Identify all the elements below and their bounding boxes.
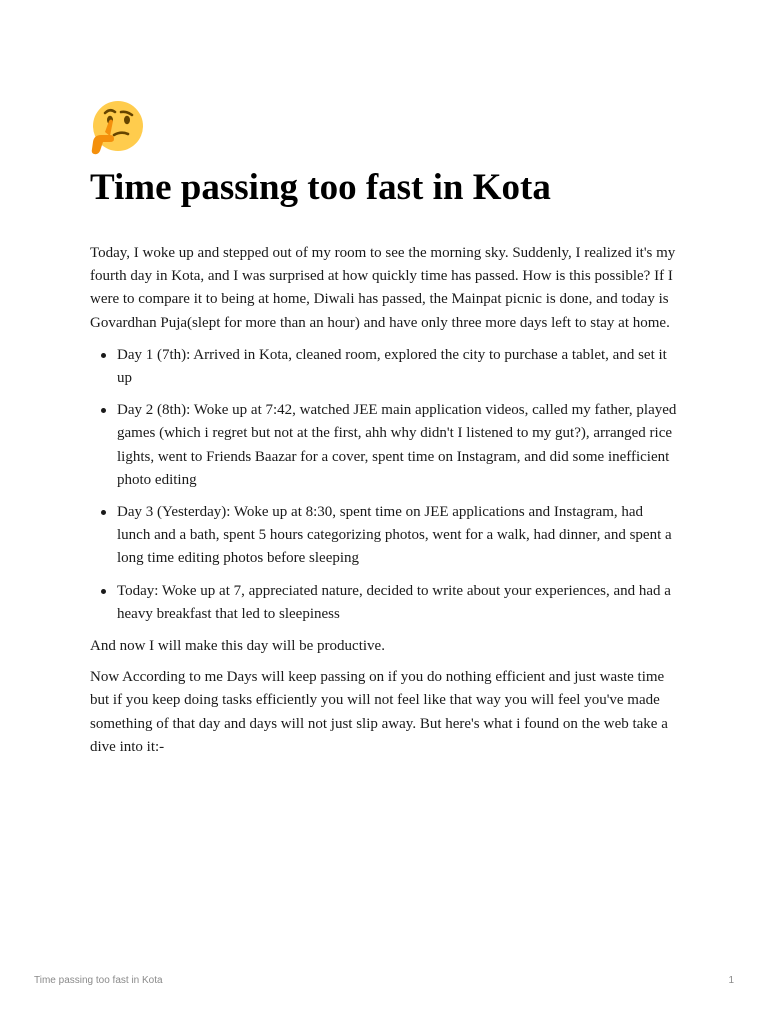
resolution-paragraph: And now I will make this day will be productive.	[90, 638, 385, 655]
bullet	[101, 353, 106, 358]
list-item	[90, 501, 680, 571]
list-item	[90, 399, 680, 492]
list-item-text: Day 2 (8th): Woke up at 7:42, watched JEE main application videos, called my father, played games (which i regret but not at the first, ahh why didn't I listened to my gut?), arranged rice lights, went to Friends Baazar for a cover, spent time on Instagram, and did some inefficient photo editing	[117, 402, 677, 488]
list-item-text: Today: Woke up at 7, appreciated nature, decided to write about your experiences, and had a heavy breakfast that led to sleepiness	[117, 582, 671, 622]
document-body	[90, 242, 680, 759]
day-list	[90, 344, 680, 626]
list-item-text: Day 1 (7th): Arrived in Kota, cleaned room, explored the city to purchase a tablet, and set it up	[117, 346, 667, 387]
intro-paragraph: Today, I woke up and stepped out of my room to see the morning sky. Suddenly, I realized it's my fourth day in Kota, and I was surprised at how quickly time has passed. How is this possible? If I were to compare it to being at home, Diwali has passed, the Mainpat picnic is done, and today is Govardhan Puja(slept for more than an hour) and have only three more days left to stay at home.	[90, 245, 676, 331]
page-number: 1	[728, 975, 734, 986]
reflection-paragraph: Now According to me Days will keep passing on if you do nothing efficient and just waste time but if you keep doing tasks efficiently you will not feel like that way you will feel you've made something of that day and days will not just slip away. But here's what i found on the web take a dive into it:-	[90, 669, 668, 755]
page-title: Time passing too fast in Kota	[90, 167, 551, 208]
footer-title: Time passing too fast in Kota	[34, 975, 163, 986]
bullet	[101, 589, 106, 594]
page-icon	[90, 100, 146, 156]
bullet	[101, 510, 106, 515]
thinking-face-icon	[90, 100, 146, 156]
list-item	[90, 344, 680, 390]
bullet	[101, 408, 106, 413]
list-item-text: Day 3 (Yesterday): Woke up at 8:30, spent time on JEE applications and Instagram, had lunch and a bath, spent 5 hours categorizing photos, went for a walk, had dinner, and spent a long time editing photos before sleeping	[117, 504, 672, 567]
list-item	[90, 580, 680, 626]
